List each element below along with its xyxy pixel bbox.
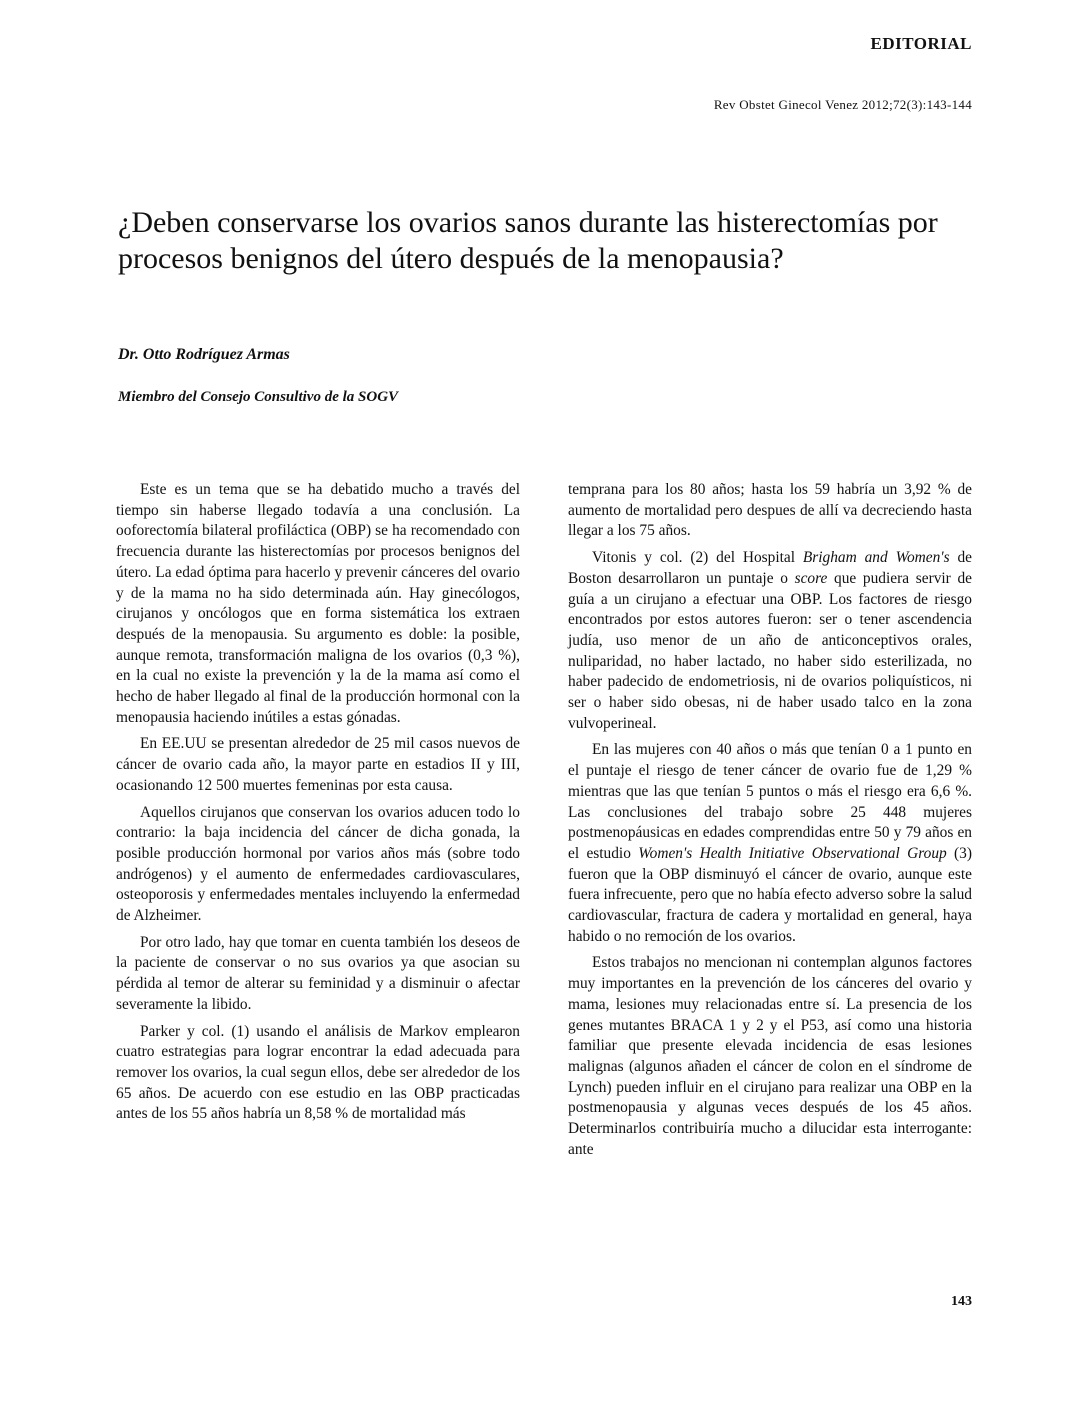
article-title: ¿Deben conservarse los ovarios sanos durante las histerectomías por procesos benignos del útero después de la menopausia? bbox=[118, 206, 938, 275]
paragraph-intro: Este es un tema que se ha debatido mucho a través del tiempo sin haberse llegado todavía a una conclusión. La ooforectomía bilateral profiláctica (OBP) se ha recomendado con frecuencia durante las histerectomías por procesos benignos del útero. La edad óptima para hacerlo y prevenir cánceres del ovario y de la mama no ha sido determinada aún. Hay ginecólogos, cirujanos y oncólogos que en forma sistemática los extraen después de la menopausia. Su argumento es doble: la posible, aunque remota, transformación maligna de los ovarios (0,3 %), en la cual no existe la prevención y la de la mama así como el hecho de haber llegado al final de la producción hormonal con la menopausia haciendo inútiles a estas gónadas. bbox=[116, 481, 520, 726]
vitonis-rest-text: que pudiera servir de guía a un cirujano a efectuar una OBP. Los factores de riesgo encontrados por estos autores fueron: ser o tener ascendencia judía, uso menor de un año de anticonceptivos orales, nuliparidad, no haber lactado, no haber sido esterilizada, no haber padecido de endometriosis, ni de ovarios poliquísticos, ni ser o haber sido obesas, ni de haber usado talco en la zona vulvoperineal. bbox=[568, 569, 972, 732]
vitonis-lead-text: Vitonis y col. (2) del Hospital bbox=[592, 549, 803, 567]
paragraph-continuation: temprana para los 80 años; hasta los 59 habría un 3,92 % de aumento de mortalidad pero despues de allí va decreciendo hasta llegar a los 75 años. bbox=[568, 481, 972, 540]
author-name: Dr. Otto Rodríguez Armas bbox=[118, 346, 290, 363]
risk-lead-text: En las mujeres con 40 años o más que tenían 0 a 1 punto en el puntaje el riesgo de tener cáncer de ovario fue de 1,29 % mientras que las que tenían 5 puntos o más el riesgo era 6,6 %. Las conclusiones del trabajo sobre 25 448 mujeres postmenopáusicas en edades comprendidas entre 50 y 79 años en el estudio bbox=[568, 741, 972, 862]
paragraph-parker-study: Parker y col. (1) usando el análisis de Markov emplearon cuatro estrategias para lograr encontrar la edad adecuada para remover los ovarios, la cual segun ellos, debe ser alrededor de los 65 años. De acuerdo con ese estudio en las OBP practicadas antes de los 55 años habría un 8,58 % de mortalidad más bbox=[116, 1022, 520, 1123]
risk-rest-text: (3) fueron que la OBP disminuyó el cáncer de ovario, aunque este fuera infrecuente, pero que no había efecto adverso sobre la salud cardiovascular, fractura de cadera y mortalidad en general, haya habido o no remoción de los ovarios. bbox=[568, 844, 972, 945]
paragraph-patient-wishes: Por otro lado, hay que tomar en cuenta también los deseos de la paciente de conservar o no sus ovarios ya que asocian su pérdida al temor de alterar su feminidad y a disminuir o afectar severamente la libido. bbox=[116, 933, 520, 1013]
right-column bbox=[568, 480, 972, 1167]
page-number: 143 bbox=[951, 1294, 972, 1309]
vitonis-mid-text: de Boston desarrollaron un puntaje o bbox=[568, 549, 972, 587]
left-column bbox=[116, 480, 520, 1131]
paragraph-vitonis-study bbox=[568, 548, 972, 734]
study-name: Women's Health Initiative Observational Group bbox=[638, 844, 947, 862]
hospital-name: Brigham and Women's bbox=[802, 549, 950, 567]
section-label: EDITORIAL bbox=[870, 34, 972, 53]
score-term: score bbox=[794, 569, 828, 587]
author-affiliation: Miembro del Consejo Consultivo de la SOGV bbox=[118, 389, 399, 405]
paragraph-usa-incidence: En EE.UU se presentan alrededor de 25 mil casos nuevos de cáncer de ovario cada año, la mayor parte en estadios II y III, ocasionando 12 500 muertes femeninas por esta causa. bbox=[116, 735, 520, 794]
paragraph-genetic-factors: Estos trabajos no mencionan ni contemplan algunos factores muy importantes en la prevención de los cánceres del ovario y mama, lesiones muy relacionadas entre sí. La presencia de los genes mutantes BRACA 1 y 2 y el P53, así como una historia familiar que presente elevada incidencia de esas lesiones malignas (algunos añaden el cáncer de colon en el síndrome de Lynch) pueden influir en el cirujano para realizar una OBP en la postmenopausia y algunas veces después de los 45 años. Determinarlos contribuiría mucho a dilucidar esta interrogante: ante bbox=[568, 954, 972, 1158]
paragraph-conservation-arguments: Aquellos cirujanos que conservan los ovarios aducen todo lo contrario: la baja incidencia del cáncer de dicha gonada, la posible producción hormonal por varios años más (sobre todo andrógenos) y el aumento de enfermedades cardiovasculares, osteoporosis y enfermedades mentales incluyendo la enfermedad de Alzheimer. bbox=[116, 803, 520, 925]
journal-citation: Rev Obstet Ginecol Venez 2012;72(3):143-144 bbox=[713, 97, 972, 112]
paragraph-risk-results bbox=[568, 740, 972, 947]
